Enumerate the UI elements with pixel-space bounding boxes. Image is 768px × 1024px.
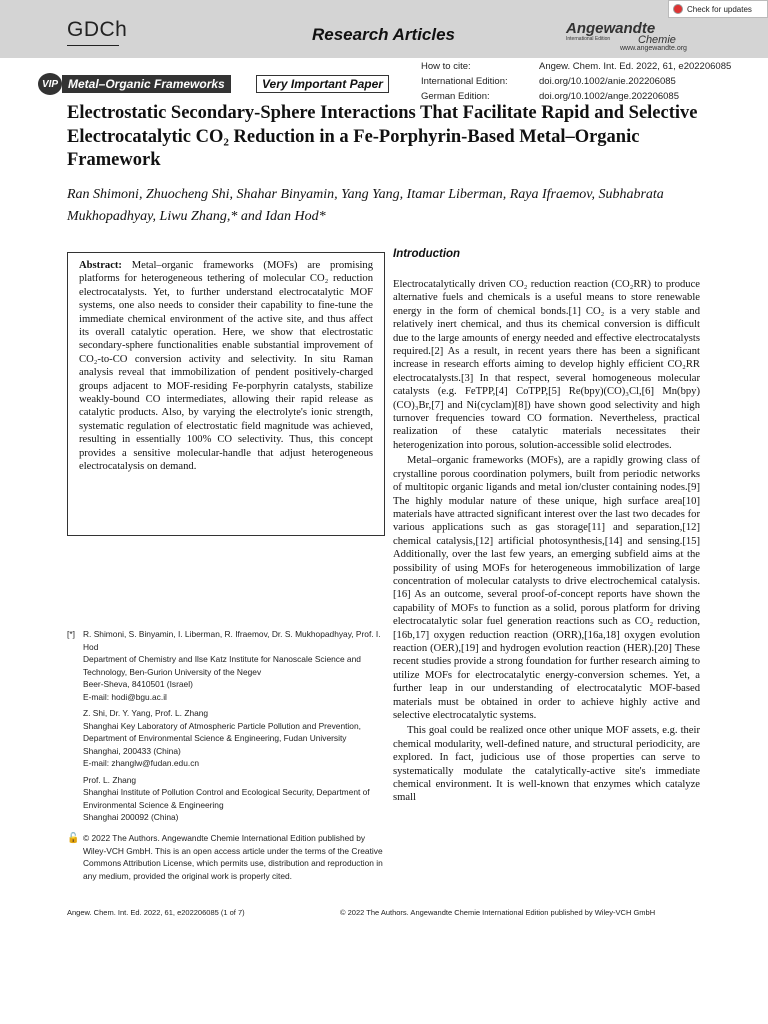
publisher-logo: GDCh bbox=[67, 18, 128, 41]
body-paragraph: Electrocatalytically driven CO₂ reduction reaction (CO₂RR) to produce alternative fuels and chemicals is a useful means to store renewable energy in the form of chemical bonds.[1] CO₂ is a very stable and relatively inert chemical, and thus its chemical conversion is difficult due to the large amounts of energy needed and effective electrocatalysts required.[2] As a result, in recent years there has been a significant increase in research efforts aiming to develop highly efficient CO₂RR electrocatalysts.[3] In that respect, several homogeneous molecular catalysts (e.g. FeTPP,[4] CoTPP,[5] Re(bpy)(CO)₃Cl,[6] Mn(bpy)(CO)₃Br,[7] and Ni(cyclam)[8]) have shown good selectivity and high turnover frequencies toward CO formation. Nevertheless, practical realization of these catalytic materials necessitates their heterogenization into porous, solution-accessible solid electrodes. bbox=[393, 279, 700, 451]
citation-row: International Edition: doi.org/10.1002/anie.202206085 bbox=[421, 76, 676, 87]
body-paragraph: This goal could be realized once other unique MOF assets, e.g. their chemical modularity, well-defined nature, and structural periodicity, are explored. In fact, judicious use of those properties can serve to systematically modulate the catalytically-active site's immediate chemical environment. It is well-known that enzymes which catalyze small bbox=[393, 725, 700, 804]
footer-copyright: © 2022 The Authors. Angewandte Chemie International Edition published by Wiley-VCH GmbH bbox=[340, 908, 656, 917]
affiliation-block: R. Shimoni, S. Binyamin, I. Liberman, R. Ifraemov, Dr. S. Mukhopadhyay, Prof. I. Hod Department of Chemistry and Ilse Katz Institute for Nanoscale Science and Technology, Ben-Gurion University of the Negev Beer-Sheva, 8410501 (Israel) E-mail: hodi@bgu.ac.il bbox=[83, 629, 381, 702]
journal-url: www.angewandte.org bbox=[620, 45, 687, 52]
crossmark-icon bbox=[673, 4, 683, 14]
check-updates-label: Check for updates bbox=[687, 4, 752, 14]
journal-logo-chemie: Chemie bbox=[638, 34, 676, 46]
journal-logo: Angewandte bbox=[566, 20, 656, 37]
citation-row: How to cite: Angew. Chem. Int. Ed. 2022, 61, e202206085 bbox=[421, 61, 732, 72]
section-title: Research Articles bbox=[312, 25, 456, 44]
paper-type-tag: Very Important Paper bbox=[256, 75, 389, 93]
license-text: © 2022 The Authors. Angewandte Chemie International Edition published by Wiley-VCH GmbH. This is an open access article under the terms of the Creative Commons Attribution License, which permits use, distribution and reproduction in any medium, provided the original work is properly cited. bbox=[83, 833, 383, 881]
abstract-box bbox=[67, 252, 385, 536]
author-list: Ran Shimoni, Zhuocheng Shi, Shahar Binyamin, Yang Yang, Itamar Liberman, Raya Ifraemov, Subhabrata Mukhopadhyay, Liwu Zhang,* and Idan Hod* bbox=[67, 187, 664, 224]
body-paragraph: Metal–organic frameworks (MOFs), are a rapidly growing class of crystalline porous coordination polymers, built from periodic networks of multitopic organic ligands and metal ion/cluster containing nodes.[9] The highly modular nature of these unique, high surface area[10] materials have attracted significant interest over the last two decades for various applications such as gas storage[11] and separation,[12] chemical catalysis,[12] artificial photosynthesis,[14] and sensing.[15] Additionally, over the last few years, an emerging subfield aims at the possibility of using MOFs for heterogeneous immobilization of large concentration of molecular catalysts to drive electrochemical catalysis.[16] As an outcome, several proof-of-concept reports have shown the capability of MOFs to function as a solid, porous platform for driving electrocatalytic solar fuel generation reactions such as CO₂ reduction,[16b,17] oxygen reduction reaction (ORR),[16a,18] oxygen evolution reaction (OER),[19] and hydrogen evolution reaction (HER).[20] These recent studies provide a strong foundation for further research aiming to utilize MOFs for electrocatalytic energy-conversion schemes. Yet, a further leap in our understanding of electrocatalytic MOF-based materials must be obtained in order to achieve highly active and selective electrocatalytic systems. bbox=[393, 455, 700, 721]
abstract-label: Abstract: bbox=[79, 260, 122, 271]
introduction-body bbox=[393, 278, 700, 805]
citation-block bbox=[421, 59, 731, 104]
journal-header bbox=[0, 0, 768, 58]
check-updates-button[interactable] bbox=[668, 0, 768, 18]
affiliation-block: Z. Shi, Dr. Y. Yang, Prof. L. Zhang Shanghai Key Laboratory of Atmospheric Particle Pollution and Prevention, Department of Environmental Science & Engineering, Fudan University Shanghai, 200433 (China) E-mail: zhanglw@fudan.edu.cn bbox=[83, 708, 361, 768]
subject-tag: Metal–Organic Frameworks bbox=[62, 75, 231, 93]
doi-link-international[interactable]: doi.org/10.1002/anie.202206085 bbox=[539, 76, 676, 87]
affiliations bbox=[67, 628, 387, 828]
journal-edition-label: International Edition bbox=[566, 36, 611, 42]
citation-row: German Edition: doi.org/10.1002/ange.202206085 bbox=[421, 91, 679, 102]
article-title: Electrostatic Secondary-Sphere Interactions That Facilitate Rapid and Selective Electrocatalytic CO₂ Reduction in a Fe-Porphyrin-Based Metal–Organic Framework bbox=[67, 103, 698, 170]
open-access-notice bbox=[67, 832, 387, 882]
citation-ref[interactable]: Angew. Chem. Int. Ed. 2022, 61, e202206085 bbox=[539, 61, 732, 72]
footer-citation: Angew. Chem. Int. Ed. 2022, 61, e202206085 (1 of 7) bbox=[67, 908, 245, 917]
introduction-heading: Introduction bbox=[393, 248, 461, 260]
publisher-logo-underline bbox=[67, 45, 119, 46]
vip-badge: VIP bbox=[38, 73, 62, 95]
abstract-text: Metal–organic frameworks (MOFs) are promising platforms for heterogeneous tethering of molecular CO₂ reduction electrocatalysts. Yet, to further understand electrocatalytic MOF systems, one also needs to consider their capability to fine-tune the immediate chemical environment of the active site, and thus affect its overall catalytic operation. Here, we show that electrostatic secondary-sphere functionalities enable substantial improvement of CO₂-to-CO conversion activity and selectivity. In situ Raman analysis reveal that immobilization of pendent positively-charged groups adjacent to MOF-residing Fe-porphyrin catalysts, stabilize weakly-bound CO intermediates, allowing their rapid release as catalytic products. Also, by varying the electrolyte's ionic strength, systematic regulation of electrostatic field magnitude was achieved, resulting in essentially 100% CO selectivity. Thus, this concept provides a sensitive molecular-handle that adjust heterogeneous electrocatalysis on demand. bbox=[79, 260, 373, 473]
doi-link-german[interactable]: doi.org/10.1002/ange.202206085 bbox=[539, 91, 679, 102]
affiliation-block: Prof. L. Zhang Shanghai Institute of Pollution Control and Ecological Security, Department of Environmental Science & Engineering Shanghai 200092 (China) bbox=[83, 774, 370, 822]
open-access-icon: 🔓 bbox=[67, 833, 80, 844]
affiliation-mark: [*] bbox=[67, 629, 75, 639]
